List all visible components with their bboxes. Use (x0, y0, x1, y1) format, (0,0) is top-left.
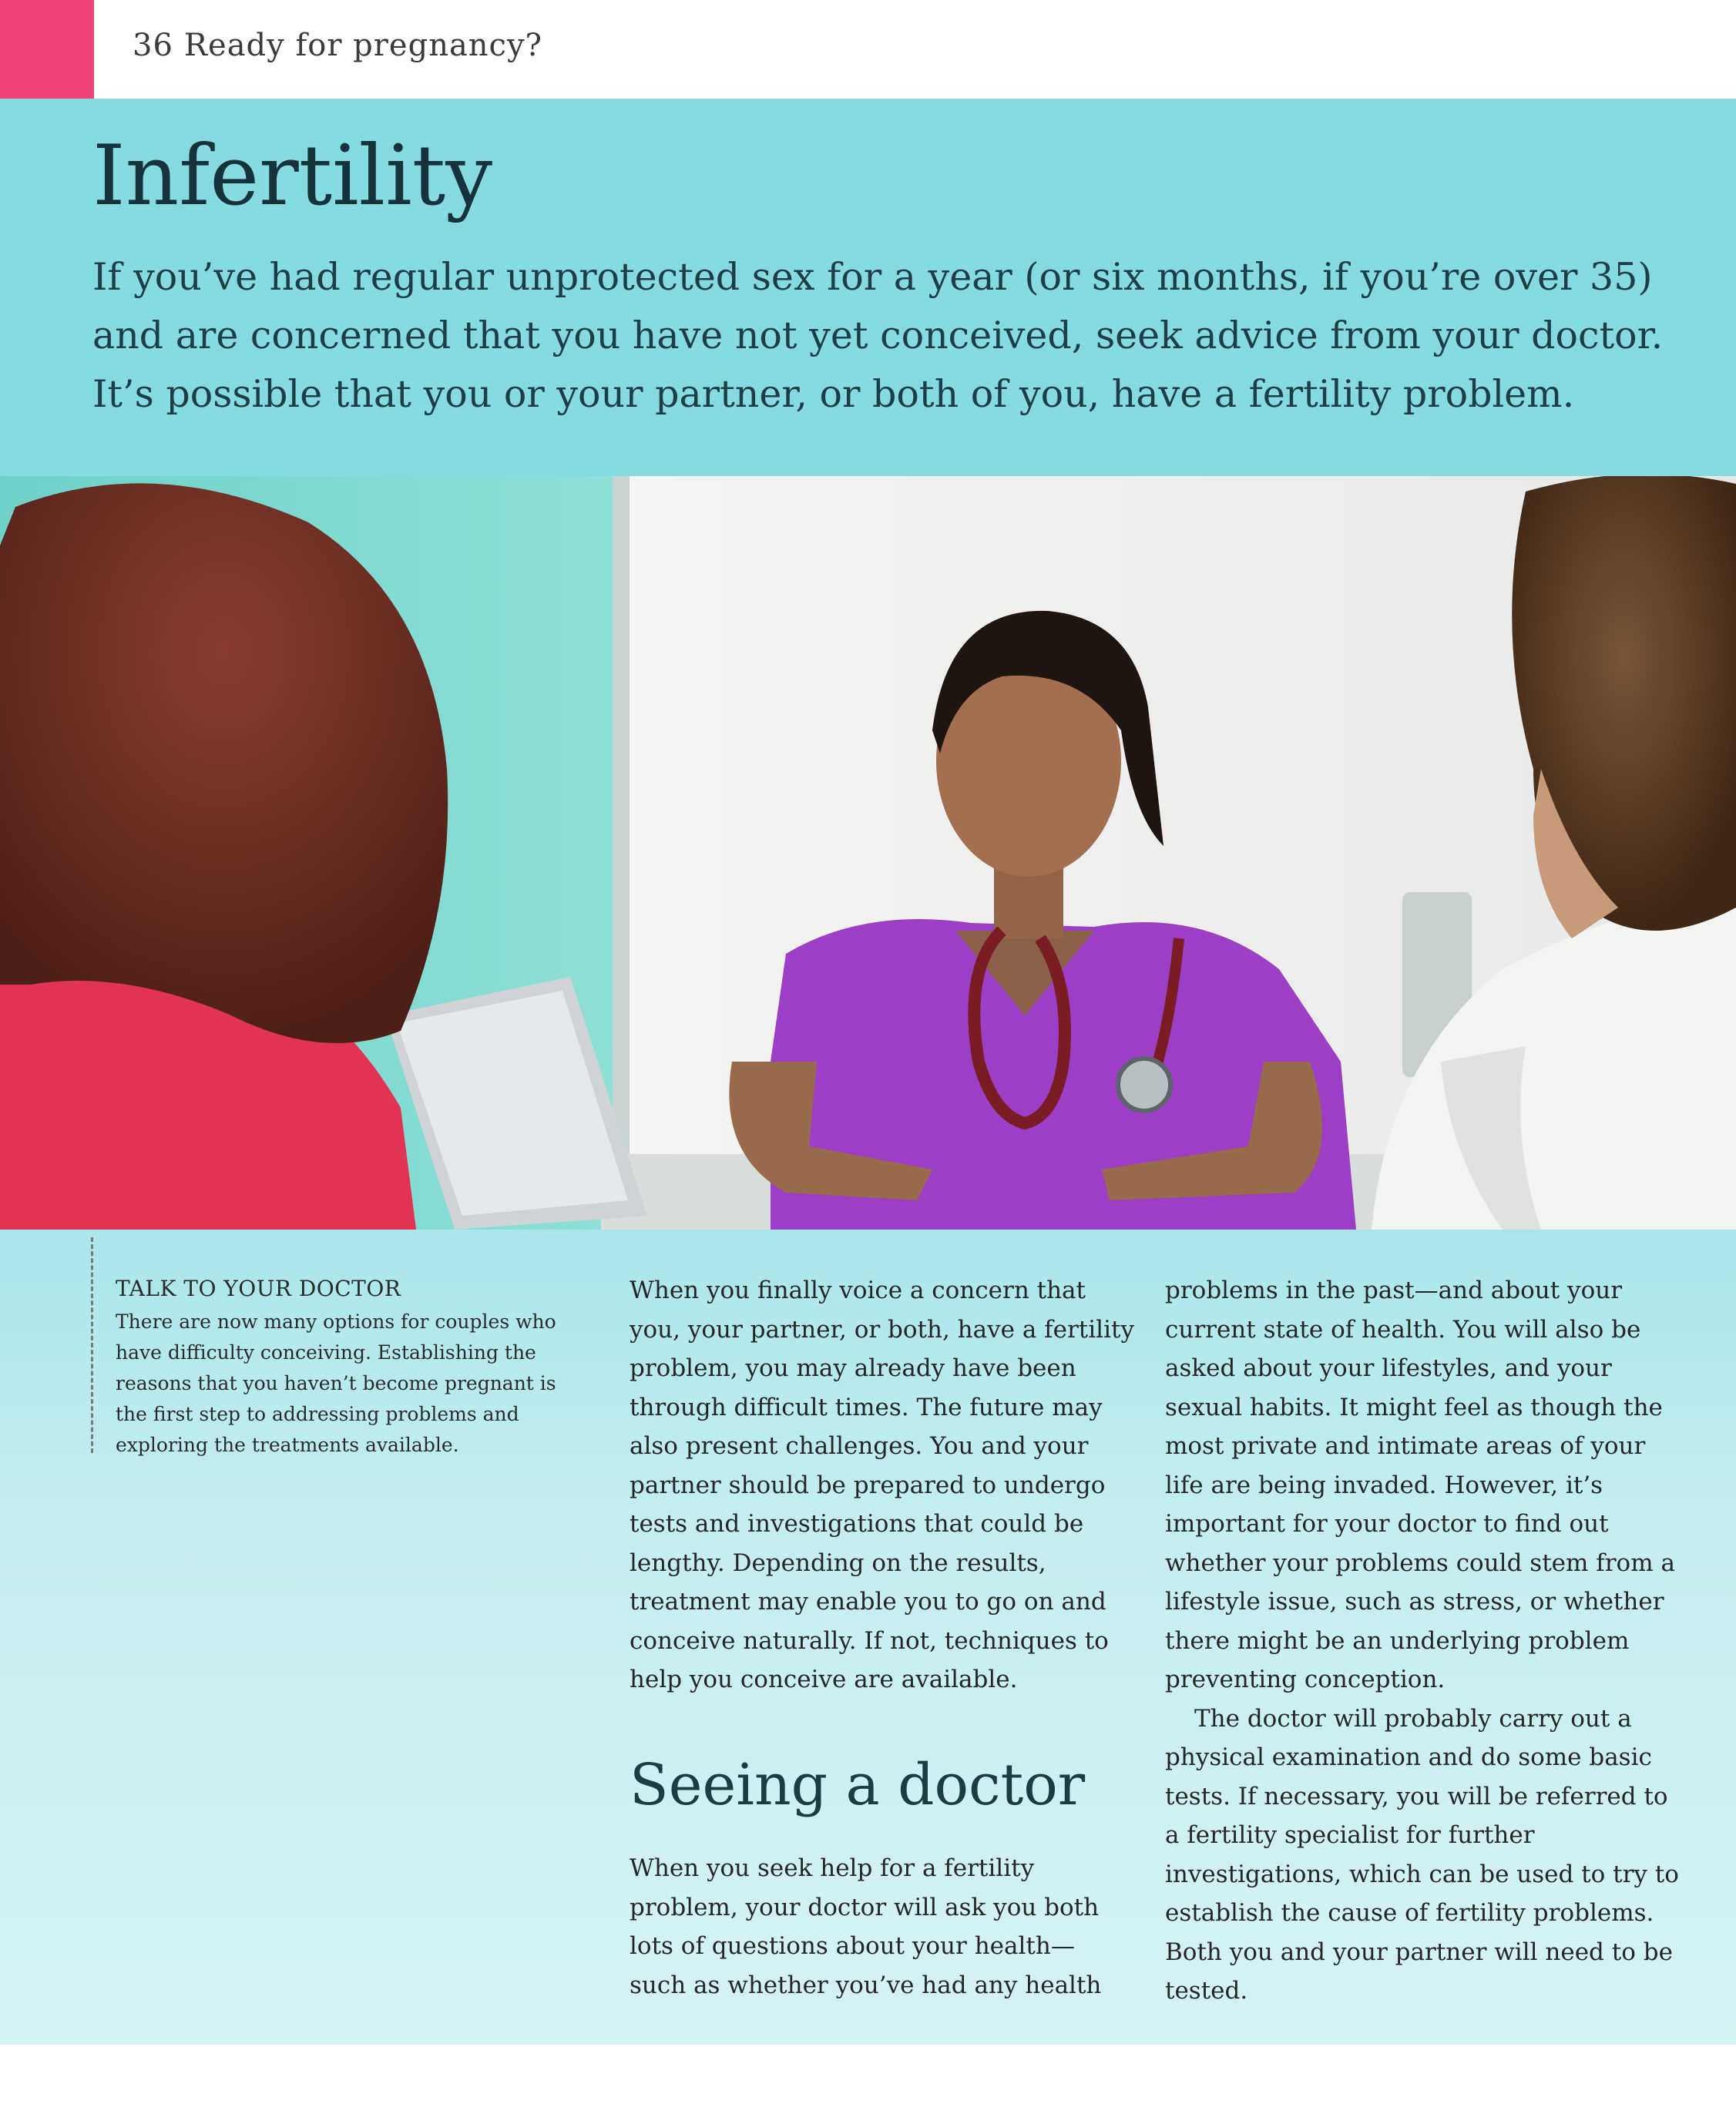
body-paragraph: problems in the past—and about your current state of health. You will also be asked about your lifestyles, and your sexual habits. It might feel as though the most private and intimate areas of your life are being invaded. However, it’s important for your doctor to find out whether your problems could stem from a lifestyle issue, such as stress, or whether there might be an underlying problem preventing conception. (1165, 1277, 1675, 1693)
intro-paragraph: If you’ve had regular unprotected sex for a year (or six months, if you’re over 35) and are concerned that you have not yet conceived, seek advice from your doctor. It’s possible that you or your partner, or both of you, have a fertility problem. (92, 255, 1664, 416)
body-column-2 (1165, 1271, 1689, 2011)
running-title: Ready for pregnancy? (183, 28, 543, 63)
page-number: 36 (133, 28, 173, 63)
photo-illustration (0, 476, 1736, 1230)
page-corner-tab (0, 0, 94, 99)
body-paragraph: When you finally voice a concern that you, your partner, or both, have a fertility problem, you may already have been through difficult times. The future may also present challenges. You and your partner should be prepared to undergo tests and investigations that could be lengthy. Depending on the results, treatment may enable you to go on and conceive naturally. If not, techniques to help you conceive are available. (630, 1277, 1134, 1693)
body-column-1-continued (630, 1849, 1138, 2005)
running-header (133, 28, 542, 63)
sidebar-caption: There are now many options for couples who have difficulty conceiving. Establishing the reasons that you haven’t become pregnant is the first step to addressing problems and exploring the treatments available. (116, 1310, 556, 1456)
consultation-photo (0, 476, 1736, 1230)
body-paragraph: When you seek help for a fertility problem, your doctor will ask you both lots of questions about your health— such as whether you’ve had any health (630, 1854, 1102, 1999)
page-title: Infertility (92, 128, 493, 224)
section-heading: Seeing a doctor (630, 1752, 1086, 1818)
sidebar-dashed-rule (91, 1237, 93, 1453)
body-paragraph: The doctor will probably carry out a physical examination and do some basic tests. If necessary, you will be referred to a fertility specialist for further investigations, which can be used to try to establish the cause of fertility problems. Both you and your partner will need to be tested. (1165, 1704, 1679, 2005)
body-column-1 (630, 1271, 1138, 1700)
sidebar-title: TALK TO YOUR DOCTOR (116, 1276, 401, 1301)
